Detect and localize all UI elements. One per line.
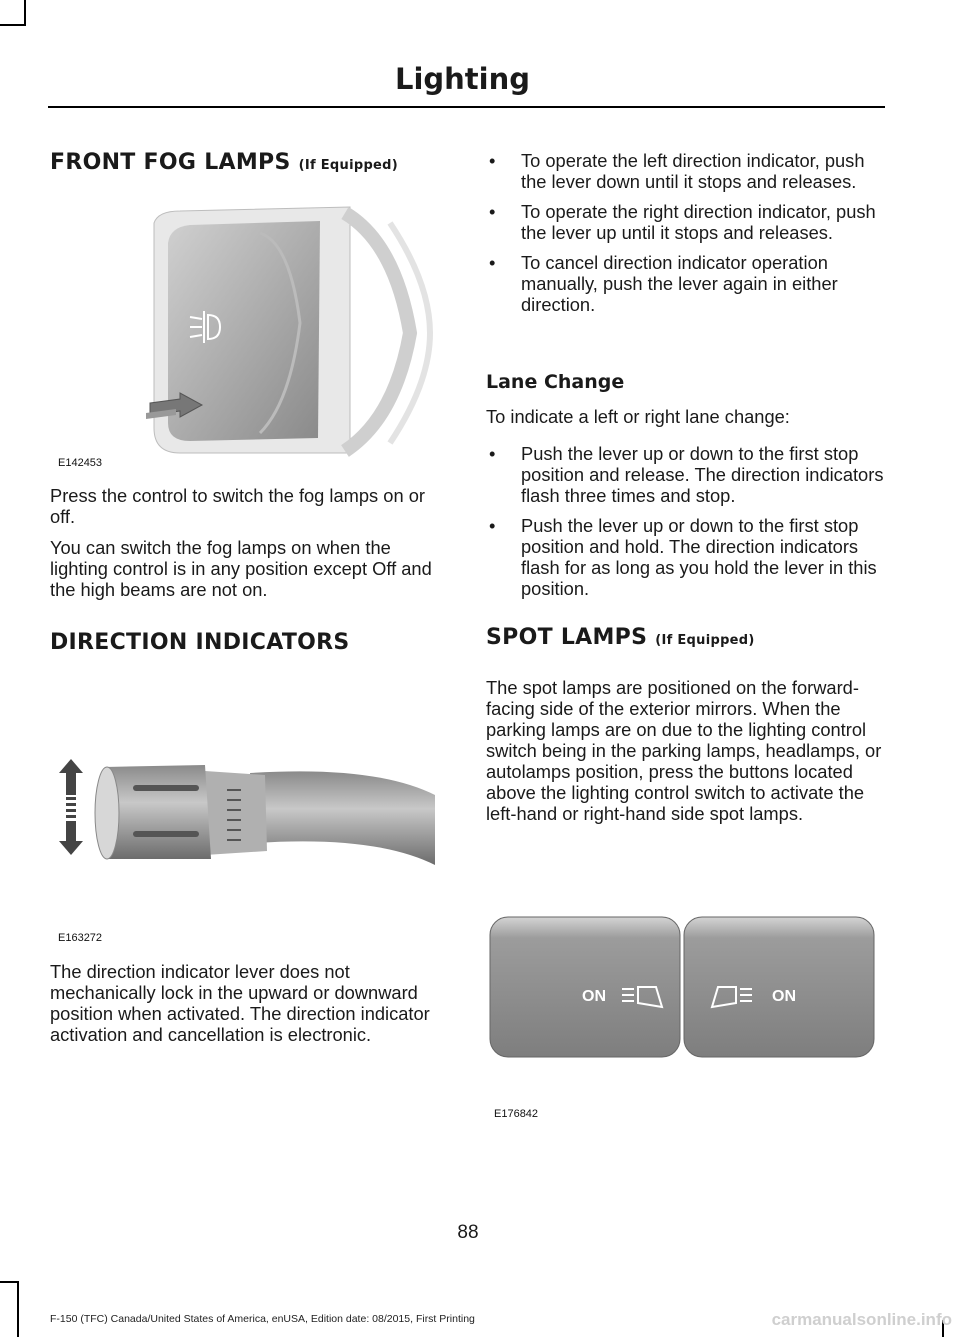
crop-mark-top-left-v xyxy=(24,0,26,24)
crop-mark-top-left xyxy=(0,24,26,26)
fog-lamps-heading-text: FRONT FOG LAMPS xyxy=(50,150,291,175)
spot-right-on-label: ON xyxy=(772,988,796,1005)
down-arrow-icon xyxy=(59,821,83,855)
crop-mark-bottom-left xyxy=(0,1281,18,1283)
spot-figure-code: E176842 xyxy=(494,1108,539,1120)
direction-bullet-list xyxy=(486,150,886,324)
watermark: carmanualsonline.info xyxy=(771,1310,952,1329)
list-item: • Push the lever up or down to the first stop position and release. The direction indicators flash three times and stop. xyxy=(489,443,884,506)
spot-lamps-heading xyxy=(486,625,755,650)
direction-indicators-heading: DIRECTION INDICATORS xyxy=(50,630,350,655)
fog-lamp-switch-illustration xyxy=(140,203,440,458)
up-arrow-icon xyxy=(59,759,83,795)
list-item: • To cancel direction indicator operation manually, push the lever again in either direction. xyxy=(489,252,838,315)
page-title: Lighting xyxy=(394,62,530,96)
direction-lever-illustration xyxy=(55,755,440,885)
spot-lamps-paragraph: The spot lamps are positioned on the forward-facing side of the exterior mirrors. When the parking lamps are on due to the lighting control switch being in the parking lamps, headlamps, or autolamps position, press the buttons located above the lighting control switch to activate the left-hand or right-hand side spot lamps. xyxy=(486,677,882,824)
lane-change-bullet-list xyxy=(486,443,886,608)
lane-change-heading: Lane Change xyxy=(486,371,625,393)
direction-figure-code: E163272 xyxy=(58,932,103,944)
spot-left-on-label: ON xyxy=(582,988,606,1005)
list-item: • Push the lever up or down to the first stop position and hold. The direction indicators flash for as long as you hold the lever in this position. xyxy=(489,515,877,599)
spot-lamps-heading-text: SPOT LAMPS xyxy=(486,625,648,650)
footer-edition: F-150 (TFC) Canada/United States of America, enUSA, Edition date: 08/2015, First Printing xyxy=(50,1313,475,1325)
header-rule xyxy=(48,106,885,108)
spot-lamp-buttons-illustration xyxy=(488,913,883,1073)
fog-paragraph-2: You can switch the fog lamps on when the lighting control is in any position except Off and the high beams are not on. xyxy=(50,537,432,600)
list-item: • To operate the left direction indicator, push the lever down until it stops and releases. xyxy=(489,150,865,192)
page-number: 88 xyxy=(457,1222,479,1243)
fog-figure-code: E142453 xyxy=(58,457,103,469)
fog-paragraph-1: Press the control to switch the fog lamps on or off. xyxy=(50,485,425,527)
list-item: • To operate the right direction indicator, push the lever up until it stops and releases. xyxy=(489,201,876,243)
direction-paragraph: The direction indicator lever does not mechanically lock in the upward or downward position when activated. The direction indicator activation and cancellation is electronic. xyxy=(50,961,430,1045)
lane-change-intro: To indicate a left or right lane change: xyxy=(486,406,790,427)
fog-lamps-if-equipped: (If Equipped) xyxy=(298,158,399,173)
crop-mark-bottom-left-v xyxy=(17,1281,19,1337)
spot-lamps-if-equipped: (If Equipped) xyxy=(655,633,755,648)
fog-lamps-heading xyxy=(50,150,398,175)
